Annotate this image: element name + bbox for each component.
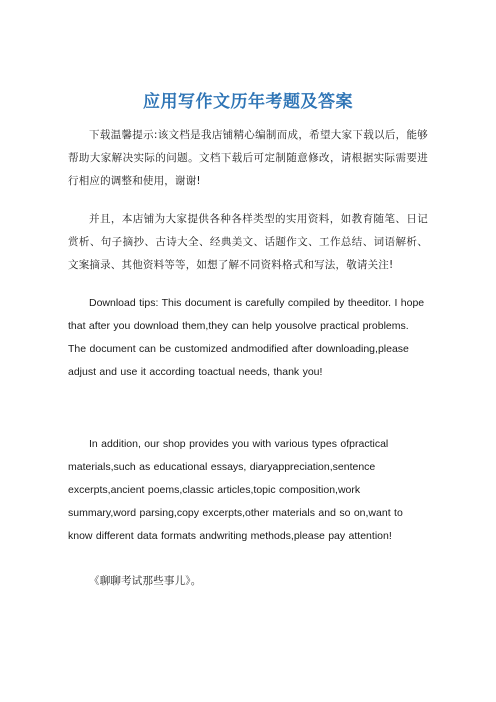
article-heading-paragraph: 《聊聊考试那些事儿》。: [89, 575, 202, 587]
shop-info-paragraph-zh: 并且，本店铺为大家提供各种各样类型的实用资料，如教育随笔、日记赏析、句子摘抄、古诗大全、经典美文、话题作文、工作总结、词语解析、文案摘录、其他资料等等，如想了解不同资料格式和写法，敬请关注!: [68, 213, 428, 271]
download-tip-paragraph-zh: 下载温馨提示:该文档是我店铺精心编制而成，希望大家下载以后，能够帮助大家解决实际的问题。文档下载后可定制随意修改，请根据实际需要进行相应的调整和使用，谢谢!: [68, 129, 428, 187]
document-title: 应用写作文历年考题及答案: [143, 92, 353, 112]
download-tip-paragraph-en: Download tips: This document is carefully compiled by theeditor. I hope that after you download them,they can help yousolve practical problems. The document can be customized andmodified after downloading,please adjust and use it according toactual needs, thank you!: [68, 297, 425, 378]
shop-info-paragraph-en: In addition, our shop provides you with various types ofpractical materials,such as educational essays, diaryappreciation,sentence excerpts,ancient poems,classic articles,topic composition,work summary,word parsing,copy excerpts,other materials and so on,want to know different data formats andwriting methods,please pay attention!: [68, 438, 403, 542]
